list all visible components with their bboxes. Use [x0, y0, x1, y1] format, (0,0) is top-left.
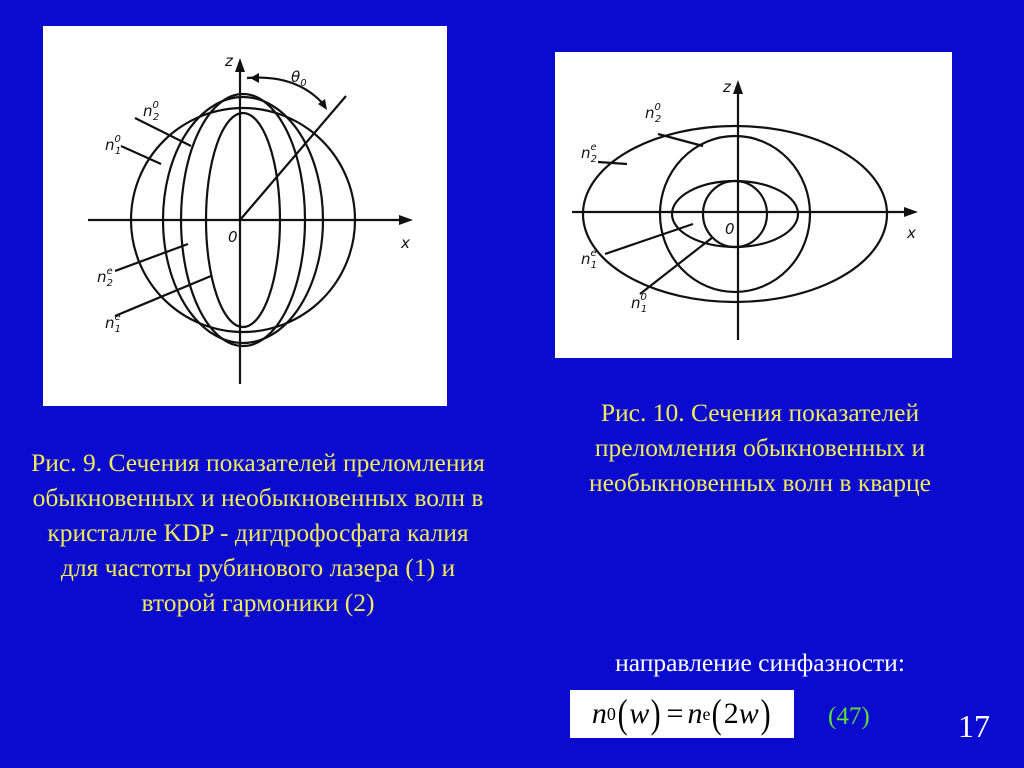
curve-n2-o [660, 136, 810, 292]
leader-n1-o [640, 237, 713, 294]
z-label: z [723, 78, 731, 96]
equation-number: (47) [828, 703, 870, 730]
x-arrow-icon [399, 215, 413, 225]
leader-n2-e [115, 244, 188, 271]
leader-n1-e [115, 276, 211, 316]
leader-n2-o [658, 134, 703, 146]
label-n1-e: $n^e$ 1 [581, 248, 598, 271]
curve-n2-e [583, 126, 887, 302]
origin-label: 0 [725, 220, 735, 238]
figure-10-diagram [555, 52, 952, 358]
label-n1-o: $n^0$ 1 [105, 134, 122, 157]
z-label: z [225, 52, 233, 70]
label-n2-e: $n^e$ 2 [581, 142, 598, 165]
formula-equals: = [666, 697, 684, 730]
leader-n1-o [121, 146, 161, 164]
figure-9-diagram [43, 26, 447, 406]
page-number: 17 [958, 708, 990, 744]
x-label: x [907, 224, 916, 242]
leader-n1-e [605, 224, 693, 254]
formula-w1: w [629, 697, 650, 730]
figure-9-svg [43, 26, 447, 406]
formula-two: 2 [723, 697, 739, 730]
formula-ne-sub: e [702, 703, 711, 724]
z-arrow-icon [733, 80, 743, 94]
z-arrow-icon [235, 58, 245, 72]
arc-arrow-left-icon [250, 73, 259, 83]
origin-label: 0 [228, 228, 238, 246]
angle-label: $\theta_0$ [291, 68, 307, 89]
leader-n2-e [598, 162, 627, 164]
formula-n0: n [591, 697, 607, 730]
label-n2-o: $n^0$ 2 [645, 102, 662, 125]
x-label: x [401, 234, 410, 252]
angle-ray [240, 96, 346, 220]
formula-n0-sub: 0 [606, 703, 616, 724]
figure-9-caption: Рис. 9. Сечения показателей преломления обыкновенных и необыкновенных волн в кристалле KDP - дигдрофосфата калия для частоты рубинового лазера (1) и второй гармоники (2) [31, 448, 485, 617]
formula-ne: n [687, 697, 703, 730]
phase-matching-formula: n 0 ( w ) = n e ( 2 w ) [570, 690, 794, 738]
figure-10-svg [555, 52, 952, 358]
label-n1-o: $n^0$ 1 [631, 292, 648, 315]
formula-w2: w [738, 697, 759, 730]
label-n1-e: $n^e$ 1 [105, 312, 122, 335]
x-arrow-icon [904, 207, 918, 217]
curve-n1-e [672, 181, 798, 247]
label-n2-e: $n^e$ 2 [97, 266, 114, 289]
figure-10-caption: Рис. 10. Сечения показателей преломления обыкновенных и необыкновенных волн в кварце [589, 398, 931, 497]
label-n2-o: $n^0$ 2 [143, 100, 160, 123]
direction-text: направление синфазности: [615, 648, 905, 677]
